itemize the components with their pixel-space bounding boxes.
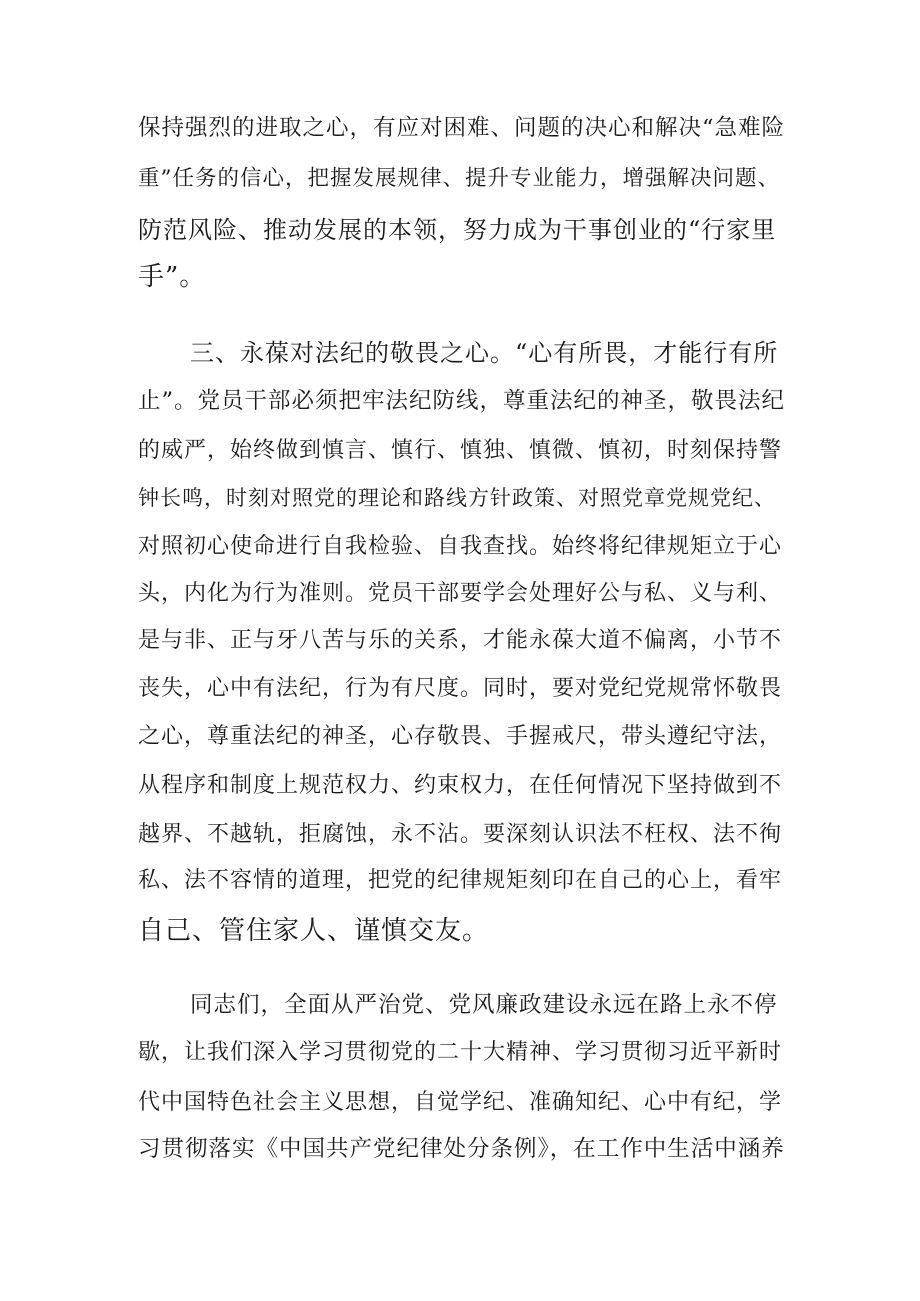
paragraph-1-line-4: 手”。 (138, 262, 207, 292)
paragraph-3-line-1: 同志们，全面从严治党、党风廉政建设永远在路上永不停 (190, 992, 778, 1018)
paragraph-3-line-3: 代中国特色社会主义思想，自觉学纪、准确知纪、心中有纪，学 (138, 1090, 783, 1115)
paragraph-2-line-12: 私、法不容情的道理，把党的纪律规矩刻印在自己的心上，看牢 (138, 868, 783, 893)
paragraph-1-line-3: 防范风险、推动发展的本领，努力成为干事创业的“行家里 (138, 216, 777, 244)
paragraph-2-line-6: 头，内化为行为准则。党员干部要学会处理好公与私、义与利、 (138, 581, 783, 606)
paragraph-2-line-13: 自己、管住家人、谨慎交友。 (138, 916, 490, 946)
paragraph-1-line-1: 保持强烈的进取之心，有应对困难、问题的决心和解决“急难险 (138, 115, 786, 141)
paragraph-3-line-2: 歇，让我们深入学习贯彻党的二十大精神、学习贯彻习近平新时 (138, 1040, 783, 1065)
paragraph-2-line-11: 越界、不越轨，拒腐蚀，永不沾。要深刻认识法不枉权、法不徇 (138, 822, 783, 847)
paragraph-2-line-2: 止”。党员干部必须把牢法纪防线，尊重法纪的神圣，敬畏法纪 (138, 388, 786, 414)
paragraph-2-line-4: 钟长鸣，时刻对照党的理论和路线方针政策、对照党章党规党纪、 (138, 486, 776, 510)
paragraph-2-line-7: 是与非、正与牙八苦与乐的关系，才能永葆大道不偏离，小节不 (138, 628, 783, 653)
paragraph-2-line-8: 丧失，心中有法纪，行为有尺度。同时，要对党纪党规常怀敬畏 (138, 676, 783, 701)
paragraph-2-line-3: 的威严，始终做到慎言、慎行、慎独、慎微、慎初，时刻保持警 (138, 438, 783, 463)
paragraph-2-line-1: 三、永葆对法纪的敬畏之心。“心有所畏，才能行有所 (190, 339, 779, 367)
paragraph-3-line-4: 习贯彻落实《中国共产党纪律处分条例》，在工作中生活中涵养 (138, 1136, 785, 1162)
paragraph-1-line-2: 重”任务的信心，把握发展规律、提升专业能力，增强解决问题、 (138, 166, 780, 191)
paragraph-2-line-9: 之心，尊重法纪的神圣，心存敬畏、手握戒尺，带头遵纪守法， (138, 724, 783, 749)
paragraph-2-line-10: 从程序和制度上规范权力、约束权力，在任何情况下坚持做到不 (138, 773, 783, 798)
paragraph-2-line-5: 对照初心使命进行自我检验、自我查找。始终将纪律规矩立于心 (138, 534, 783, 559)
